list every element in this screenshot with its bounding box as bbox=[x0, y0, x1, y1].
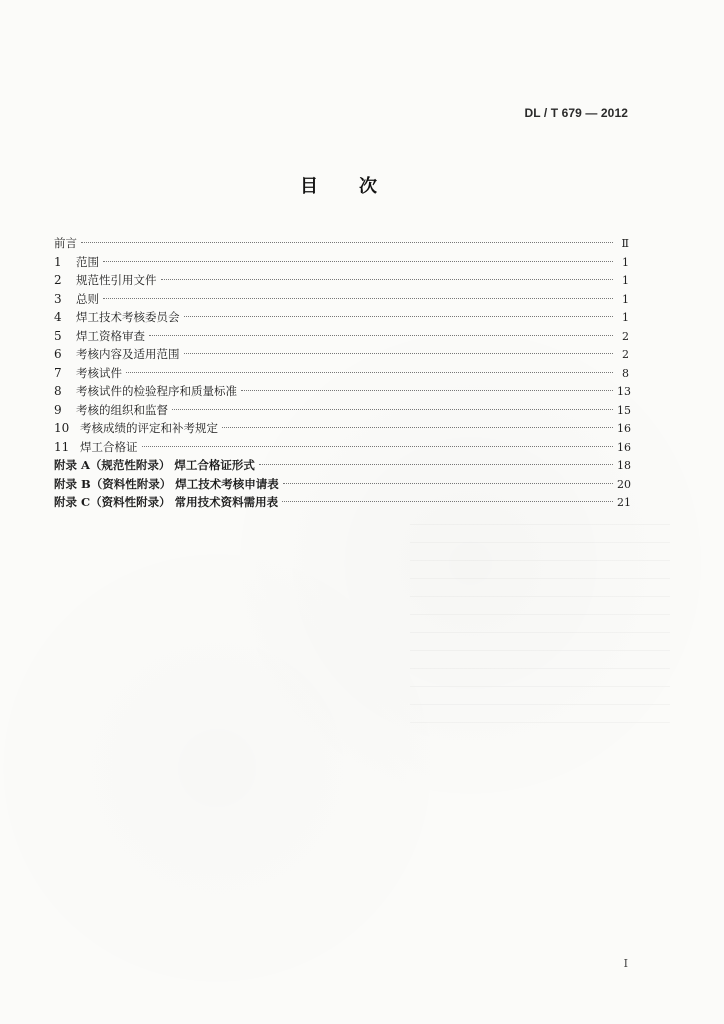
toc-row-appendix-b bbox=[54, 475, 629, 494]
toc-label: 规范性引用文件 bbox=[76, 273, 157, 287]
toc-number: 3 bbox=[54, 291, 62, 306]
toc-page-number: 20 bbox=[617, 477, 631, 491]
toc-row-6 bbox=[54, 345, 629, 364]
page-title bbox=[300, 172, 378, 198]
toc-label: 范围 bbox=[76, 254, 99, 269]
toc-page-number: Ⅱ bbox=[621, 237, 629, 250]
toc-number: 10 bbox=[54, 421, 70, 435]
toc-leader bbox=[142, 446, 614, 447]
toc-leader bbox=[282, 501, 613, 502]
toc-label: 考核的组织和监督 bbox=[76, 402, 168, 417]
toc-label: 考核内容及适用范围 bbox=[76, 347, 180, 361]
toc-row-2 bbox=[54, 271, 629, 290]
toc-row-3 bbox=[54, 290, 629, 309]
toc-number: 1 bbox=[54, 254, 62, 269]
toc-label: 考核试件 bbox=[76, 365, 122, 380]
toc-row-appendix-c bbox=[54, 493, 629, 512]
toc-leader bbox=[241, 390, 613, 391]
toc-page-number: 15 bbox=[617, 403, 631, 417]
toc-label: 焊工合格证 bbox=[80, 439, 138, 454]
toc-leader bbox=[161, 279, 614, 280]
toc-label: 前言 bbox=[54, 236, 77, 250]
toc-row-7 bbox=[54, 364, 629, 383]
toc-leader bbox=[222, 427, 613, 428]
toc-number: 4 bbox=[54, 310, 62, 324]
toc-page-number: 1 bbox=[622, 274, 629, 287]
toc-page-number: 2 bbox=[622, 348, 629, 361]
toc-leader bbox=[103, 298, 613, 299]
table-of-contents bbox=[54, 234, 629, 512]
toc-leader bbox=[126, 372, 613, 373]
toc-leader bbox=[184, 316, 614, 317]
toc-row-4 bbox=[54, 308, 629, 327]
toc-leader bbox=[184, 353, 614, 354]
toc-label: 考核成绩的评定和补考规定 bbox=[80, 421, 218, 435]
toc-number: 7 bbox=[54, 365, 62, 380]
toc-row-preface bbox=[54, 234, 629, 253]
toc-page-number: 18 bbox=[617, 459, 631, 472]
toc-leader bbox=[172, 409, 613, 410]
toc-leader bbox=[283, 483, 613, 484]
toc-leader bbox=[103, 261, 613, 262]
title-second-char: 次 bbox=[359, 176, 378, 197]
toc-leader bbox=[149, 335, 613, 336]
toc-number: 9 bbox=[54, 402, 62, 417]
toc-row-10 bbox=[54, 419, 629, 438]
toc-row-5 bbox=[54, 327, 629, 346]
toc-page-number: 13 bbox=[617, 385, 631, 398]
toc-page-number: 1 bbox=[622, 292, 629, 306]
toc-row-9 bbox=[54, 401, 629, 420]
toc-row-11 bbox=[54, 438, 629, 457]
toc-page-number: 21 bbox=[617, 496, 631, 509]
toc-page-number: 16 bbox=[617, 440, 631, 454]
toc-row-1 bbox=[54, 253, 629, 272]
toc-page-number: 8 bbox=[622, 366, 629, 380]
toc-label: 附录 A（规范性附录） 焊工合格证形式 bbox=[54, 458, 255, 472]
toc-page-number: 16 bbox=[617, 422, 631, 435]
standard-code: DL / T 679 — 2012 bbox=[524, 106, 628, 120]
toc-number: 6 bbox=[54, 347, 62, 361]
toc-label: 附录 B（资料性附录） 焊工技术考核申请表 bbox=[54, 476, 279, 491]
toc-row-appendix-a bbox=[54, 456, 629, 475]
toc-row-8 bbox=[54, 382, 629, 401]
toc-label: 总则 bbox=[76, 291, 99, 306]
toc-label: 焊工技术考核委员会 bbox=[76, 310, 180, 324]
footer-page-number: I bbox=[623, 957, 628, 970]
toc-label: 考核试件的检验程序和质量标准 bbox=[76, 384, 237, 398]
faint-bleedthrough-texture bbox=[410, 514, 670, 724]
toc-number: 2 bbox=[54, 273, 62, 287]
toc-label: 附录 C（资料性附录） 常用技术资料需用表 bbox=[54, 495, 279, 509]
toc-page-number: 1 bbox=[622, 255, 629, 269]
toc-page-number: 1 bbox=[622, 311, 629, 324]
toc-label: 焊工资格审查 bbox=[76, 328, 145, 343]
toc-page-number: 2 bbox=[622, 329, 629, 343]
toc-number: 5 bbox=[54, 328, 62, 343]
toc-number: 11 bbox=[54, 439, 70, 454]
toc-leader bbox=[259, 464, 613, 465]
title-first-char: 目 bbox=[300, 176, 319, 197]
toc-number: 8 bbox=[54, 384, 62, 398]
toc-leader bbox=[81, 242, 613, 243]
